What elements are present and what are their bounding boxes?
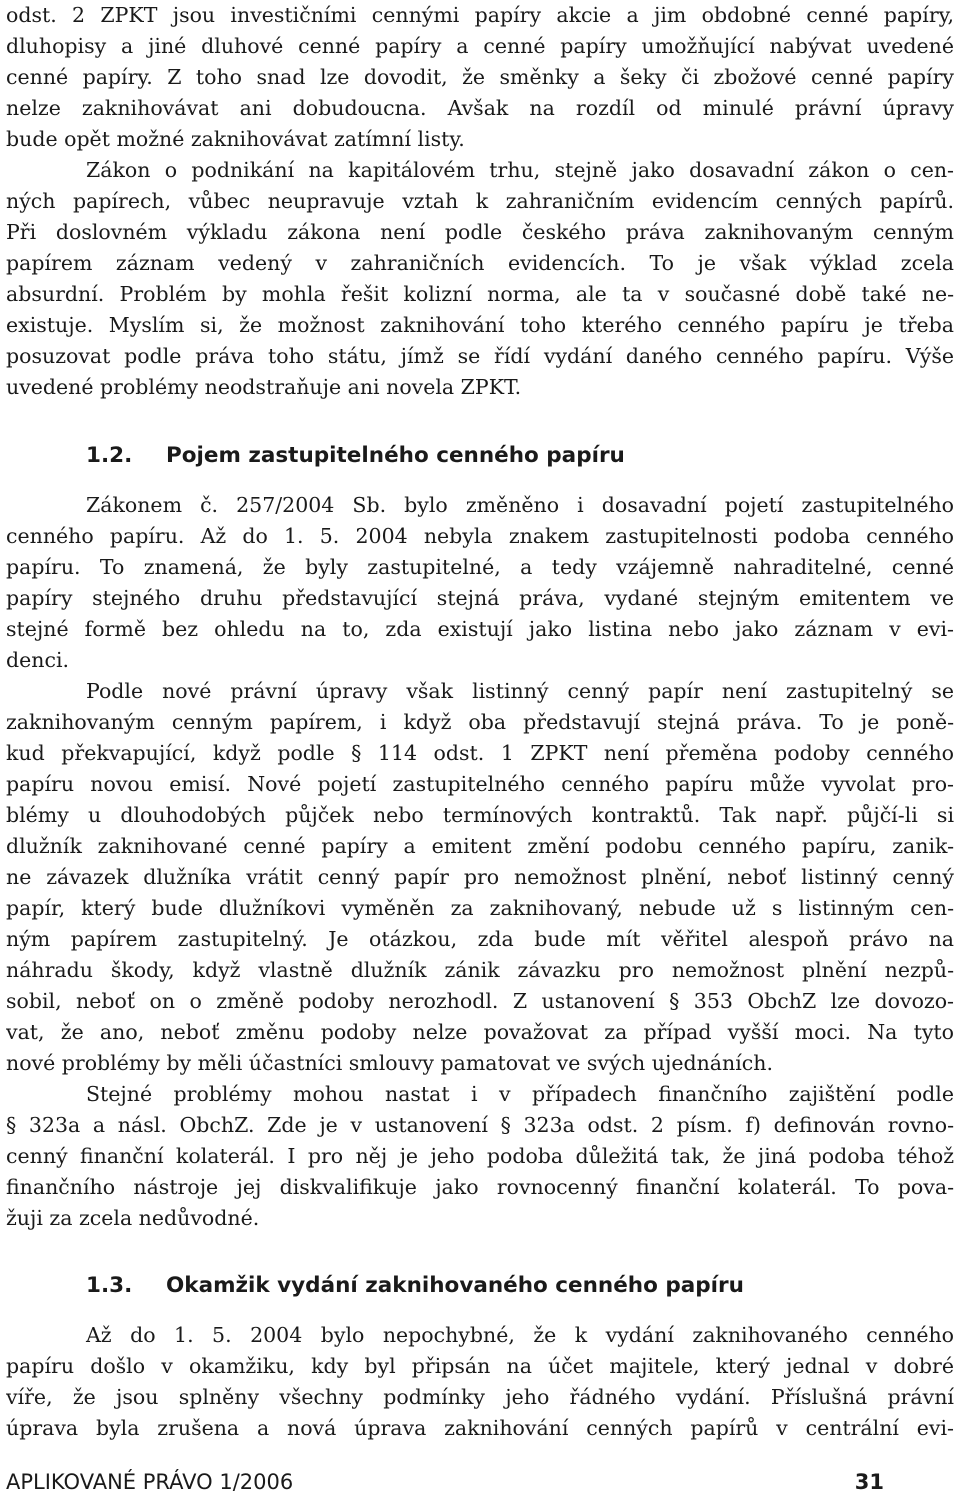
text-line: ným papírem zastupitelný. Je otázkou, zda bude mít věřitel alespoň právo na [6,927,954,951]
text-line: Zákonem č. 257/2004 Sb. bylo změněno i dosavadní pojetí zastupitelného [86,493,954,517]
text-line: stejné formě bez ohledu na to, zda existují jako listina nebo jako záznam v evi- [6,617,954,641]
journal-name: APLIKOVANÉ PRÁVO 1/2006 [6,1470,294,1494]
text-line: náhradu škody, když vlastně dlužník zánik závazku pro nemožnost plnění nezpů- [6,958,954,982]
text-line: víře, že jsou splněny všechny podmínky jeho řádného vydání. Příslušná právní [6,1385,954,1409]
page-footer [6,1466,954,1498]
text-line: denci. [6,648,70,672]
section-heading-1-3 [6,1270,954,1302]
section-title: Okamžik vydání zaknihovaného cenného papíru [166,1273,744,1298]
section-title: Pojem zastupitelného cenného papíru [166,443,625,468]
text-line: vat, že ano, neboť změnu podoby nelze považovat za případ vyšší moci. Na tyto [6,1020,954,1044]
text-line: papíru došlo v okamžiku, kdy byl připsán na účet majitele, který jednal v dobré [6,1354,954,1378]
text-line: nové problémy by měli účastníci smlouvy pamatovat ve svých ujednáních. [6,1051,773,1075]
text-line: cenný finanční kolaterál. I pro něj je jeho podoba důležitá tak, že jiná podoba téhož [6,1144,954,1168]
text-line: papíru. To znamená, že byly zastupitelné, a tedy vzájemně nahraditelné, cenné [6,555,954,579]
text-line: Při doslovném výkladu zákona není podle českého práva zaknihovaným cenným [6,220,954,244]
text-line: papír, který bude dlužníkovi vyměněn za zaknihovaný, nebude už s listinným cen- [6,896,954,920]
text-line: cenné papíry. Z toho snad lze dovodit, že směnky a šeky či zbožové cenné papíry [6,65,954,89]
text-line: dlužník zaknihované cenné papíry a emitent změní podobu cenného papíru, zanik- [6,834,954,858]
text-line: nelze zaknihovávat ani dobudoucna. Avšak na rozdíl od minulé právní úpravy [6,96,954,120]
text-line: blémy u dlouhodobých půjček nebo termínových kontraktů. Tak např. půjčí-li si [6,803,954,827]
text-line: Podle nové právní úpravy však listinný cenný papír není zastupitelný se [86,679,954,703]
text-line: existuje. Myslím si, že možnost zaknihování toho kterého cenného papíru je třeba [6,313,954,337]
text-line: ne závazek dlužníka vrátit cenný papír pro nemožnost plnění, neboť listinný cenný [6,865,954,889]
text-line: sobil, neboť on o změně podoby nerozhodl. Z ustanovení § 353 ObchZ lze dovozo- [6,989,954,1013]
page-number: 31 [854,1470,884,1494]
text-line: zaknihovaným cenným papírem, i když oba představují stejná práva. To je poně- [6,710,954,734]
text-line: úprava byla zrušena a nová úprava zaknihování cenných papírů v centrální evi- [6,1416,954,1440]
text-line: posuzovat podle práva toho státu, jímž se řídí vydání daného cenného papíru. Výše [6,344,954,368]
section-heading-1-2 [6,440,954,472]
section-number: 1.3. [86,1273,133,1298]
text-line: žuji za zcela nedůvodné. [6,1206,260,1230]
text-line: finančního nástroje jej diskvalifikuje jako rovnocenný finanční kolaterál. To pova- [6,1175,954,1199]
text-line: papírem záznam vedený v zahraničních evidencích. To je však výklad zcela [6,251,954,275]
text-line: papíru novou emisí. Nové pojetí zastupitelného cenného papíru může vyvolat pro- [6,772,954,796]
section-number: 1.2. [86,443,133,468]
text-line: Stejné problémy mohou nastat i v případech finančního zajištění podle [86,1082,954,1106]
text-line: cenného papíru. Až do 1. 5. 2004 nebyla znakem zastupitelnosti podoba cenného [6,524,954,548]
text-line: odst. 2 ZPKT jsou investičními cennými papíry akcie a jim obdobné cenné papíry, [6,3,954,27]
text-line: Zákon o podnikání na kapitálovém trhu, stejně jako dosavadní zákon o cen- [86,158,954,182]
text-line: bude opět možné zaknihovávat zatímní listy. [6,127,465,151]
text-line: Až do 1. 5. 2004 bylo nepochybné, že k vydání zaknihovaného cenného [86,1323,954,1347]
text-line: uvedené problémy neodstraňuje ani novela ZPKT. [6,375,522,399]
text-line: dluhopisy a jiné dluhové cenné papíry a cenné papíry umožňující nabývat uvedené [6,34,954,58]
text-line: ných papírech, vůbec neupravuje vztah k zahraničním evidencím cenných papírů. [6,189,954,213]
text-line: absurdní. Problém by mohla řešit kolizní norma, ale ta v současné době také ne- [6,282,954,306]
text-line: § 323a a násl. ObchZ. Zde je v ustanovení § 323a odst. 2 písm. f) definován rovno- [6,1113,954,1137]
text-line: papíry stejného druhu představující stejná práva, vydané stejným emitentem ve [6,586,954,610]
text-line: kud překvapující, když podle § 114 odst. 1 ZPKT není přeměna podoby cenného [6,741,954,765]
